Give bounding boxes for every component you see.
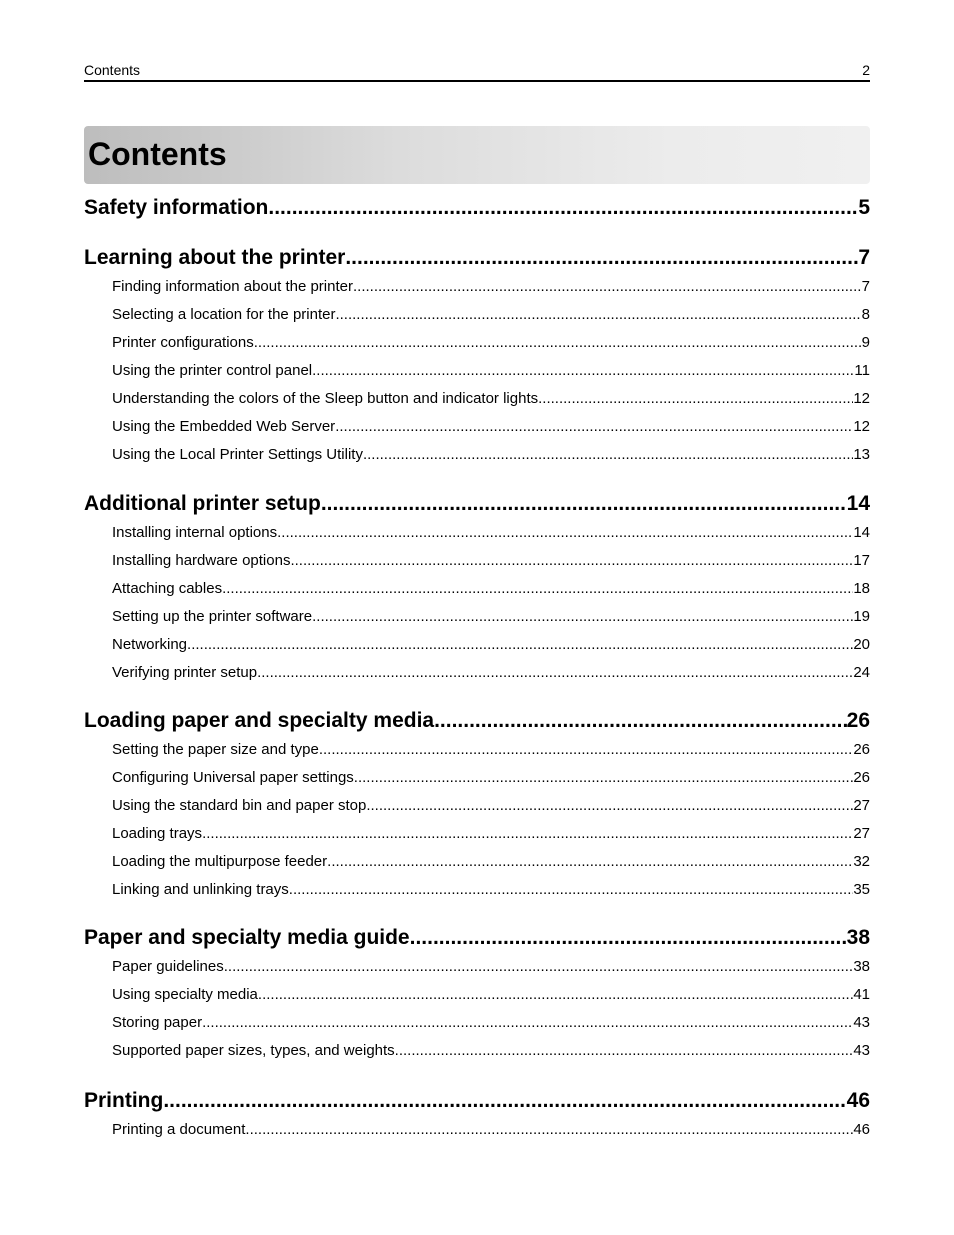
dot-leader [410, 926, 847, 950]
toc-subsection-page: 43 [853, 1014, 870, 1031]
toc-subsection-title: Selecting a location for the printer [112, 306, 336, 323]
toc-subsection-page: 8 [861, 306, 870, 323]
toc-subsection-page: 41 [853, 986, 870, 1003]
dot-leader [434, 709, 847, 733]
toc-subsection-entry[interactable] [112, 524, 870, 544]
toc-subsection-title: Storing paper [112, 1014, 203, 1031]
toc-subsection-entry[interactable] [112, 881, 870, 901]
toc-subsection-title: Configuring Universal paper settings [112, 769, 354, 786]
toc-section-title: Safety information [84, 196, 269, 219]
toc-subsection-entry[interactable] [112, 580, 870, 600]
dot-leader [277, 524, 853, 541]
dot-leader [335, 306, 861, 323]
toc-subsection-entry[interactable] [112, 278, 870, 298]
toc-subsection-page: 38 [853, 958, 870, 975]
toc-subsection-title: Printing a document [112, 1121, 246, 1138]
toc-section-title: Learning about the printer [84, 246, 346, 269]
toc-section-page: 5 [858, 196, 870, 219]
dot-leader [258, 986, 853, 1003]
toc-section-title: Additional printer setup [84, 492, 321, 515]
toc-subsection-page: 9 [861, 334, 870, 351]
dot-leader [224, 958, 854, 975]
dot-leader [312, 608, 853, 625]
toc-subsection-title: Attaching cables [112, 580, 223, 597]
toc-subsection-page: 46 [853, 1121, 870, 1138]
dot-leader [327, 853, 853, 870]
toc-subsection-entry[interactable] [112, 797, 870, 817]
toc-subsection-title: Using the Embedded Web Server [112, 418, 336, 435]
toc-subsection-page: 20 [853, 636, 870, 653]
toc-subsection-page: 27 [853, 797, 870, 814]
toc-subsection-title: Understanding the colors of the Sleep button and indicator lights [112, 390, 539, 407]
toc-section-title: Paper and specialty media guide [84, 926, 410, 949]
toc-subsection-entry[interactable] [112, 446, 870, 466]
dot-leader [366, 797, 853, 814]
dot-leader [202, 1014, 853, 1031]
dot-leader [222, 580, 853, 597]
dot-leader [321, 492, 847, 516]
toc-subsection-entry[interactable] [112, 636, 870, 656]
toc-subsection-entry[interactable] [112, 853, 870, 873]
toc-subsection-entry[interactable] [112, 418, 870, 438]
contents-banner [84, 126, 870, 184]
dot-leader [319, 741, 854, 758]
toc-subsection-entry[interactable] [112, 390, 870, 410]
toc-section-page: 7 [858, 246, 870, 269]
toc-subsection-entry[interactable] [112, 664, 870, 684]
toc-subsection-entry[interactable] [112, 958, 870, 978]
toc-subsection-title: Networking [112, 636, 188, 653]
toc-subsection-page: 17 [853, 552, 870, 569]
dot-leader [163, 1089, 846, 1113]
dot-leader [312, 362, 854, 379]
toc-subsection-page: 32 [853, 853, 870, 870]
toc-subsection-entry[interactable] [112, 362, 870, 382]
toc-subsection-entry[interactable] [112, 769, 870, 789]
toc-subsection-entry[interactable] [112, 334, 870, 354]
dot-leader [290, 552, 853, 569]
toc-section-entry[interactable] [84, 196, 870, 224]
toc-subsection-title: Loading trays [112, 825, 203, 842]
dot-leader [345, 246, 858, 270]
toc-subsection-title: Using specialty media [112, 986, 258, 1003]
toc-section-entry[interactable] [84, 709, 870, 737]
toc-subsection-page: 12 [853, 418, 870, 435]
page-header [84, 60, 870, 82]
toc-subsection-page: 27 [853, 825, 870, 842]
toc-section-page: 46 [846, 1089, 870, 1112]
toc-section-title: Loading paper and specialty media [84, 709, 435, 732]
toc-subsection-title: Loading the multipurpose feeder [112, 853, 328, 870]
toc-subsection-entry[interactable] [112, 1121, 870, 1141]
toc-section-entry[interactable] [84, 926, 870, 954]
dot-leader [187, 636, 853, 653]
toc-subsection-title: Using the Local Printer Settings Utility [112, 446, 363, 463]
toc-subsection-page: 19 [853, 608, 870, 625]
toc-subsection-title: Verifying printer setup [112, 664, 258, 681]
page-title: Contents [88, 136, 227, 172]
toc-subsection-page: 12 [853, 390, 870, 407]
dot-leader [289, 881, 854, 898]
toc-section-page: 14 [846, 492, 870, 515]
toc-section-entry[interactable] [84, 492, 870, 520]
dot-leader [354, 769, 854, 786]
toc-subsection-page: 35 [853, 881, 870, 898]
toc-subsection-title: Installing internal options [112, 524, 278, 541]
dot-leader [202, 825, 853, 842]
toc-subsection-title: Using the printer control panel [112, 362, 313, 379]
toc-subsection-entry[interactable] [112, 608, 870, 628]
toc-subsection-title: Paper guidelines [112, 958, 224, 975]
toc-subsection-page: 26 [853, 741, 870, 758]
dot-leader [363, 446, 853, 463]
toc-section-page: 38 [846, 926, 870, 949]
toc-subsection-page: 11 [854, 362, 870, 379]
toc-subsection-title: Using the standard bin and paper stop [112, 797, 367, 814]
dot-leader [353, 278, 862, 295]
toc-subsection-entry[interactable] [112, 1042, 870, 1062]
dot-leader [538, 390, 853, 407]
toc-subsection-page: 14 [853, 524, 870, 541]
dot-leader [395, 1042, 854, 1059]
toc-subsection-title: Supported paper sizes, types, and weights [112, 1042, 395, 1059]
toc-subsection-entry[interactable] [112, 741, 870, 761]
toc-section-page: 26 [846, 709, 870, 732]
toc-subsection-entry[interactable] [112, 552, 870, 572]
toc-subsection-title: Installing hardware options [112, 552, 291, 569]
toc-subsection-entry[interactable] [112, 306, 870, 326]
toc-subsection-title: Linking and unlinking trays [112, 881, 289, 898]
toc-subsection-title: Setting up the printer software [112, 608, 313, 625]
header-title: Contents [84, 62, 141, 78]
dot-leader [335, 418, 853, 435]
dot-leader [254, 334, 862, 351]
toc-subsection-page: 13 [853, 446, 870, 463]
toc-section-entry[interactable] [84, 246, 870, 274]
dot-leader [257, 664, 853, 681]
toc-subsection-title: Setting the paper size and type [112, 741, 319, 758]
dot-leader [268, 196, 858, 220]
toc-subsection-entry[interactable] [112, 1014, 870, 1034]
dot-leader [245, 1121, 853, 1138]
toc-subsection-page: 18 [853, 580, 870, 597]
toc-subsection-page: 43 [853, 1042, 870, 1059]
toc-subsection-entry[interactable] [112, 986, 870, 1006]
header-page-number: 2 [862, 62, 870, 78]
toc-subsection-title: Printer configurations [112, 334, 254, 351]
toc-section-entry[interactable] [84, 1089, 870, 1117]
toc-subsection-page: 24 [853, 664, 870, 681]
toc-subsection-page: 7 [861, 278, 870, 295]
toc-subsection-entry[interactable] [112, 825, 870, 845]
toc-subsection-title: Finding information about the printer [112, 278, 353, 295]
toc-section-title: Printing [84, 1089, 164, 1112]
toc-subsection-page: 26 [853, 769, 870, 786]
